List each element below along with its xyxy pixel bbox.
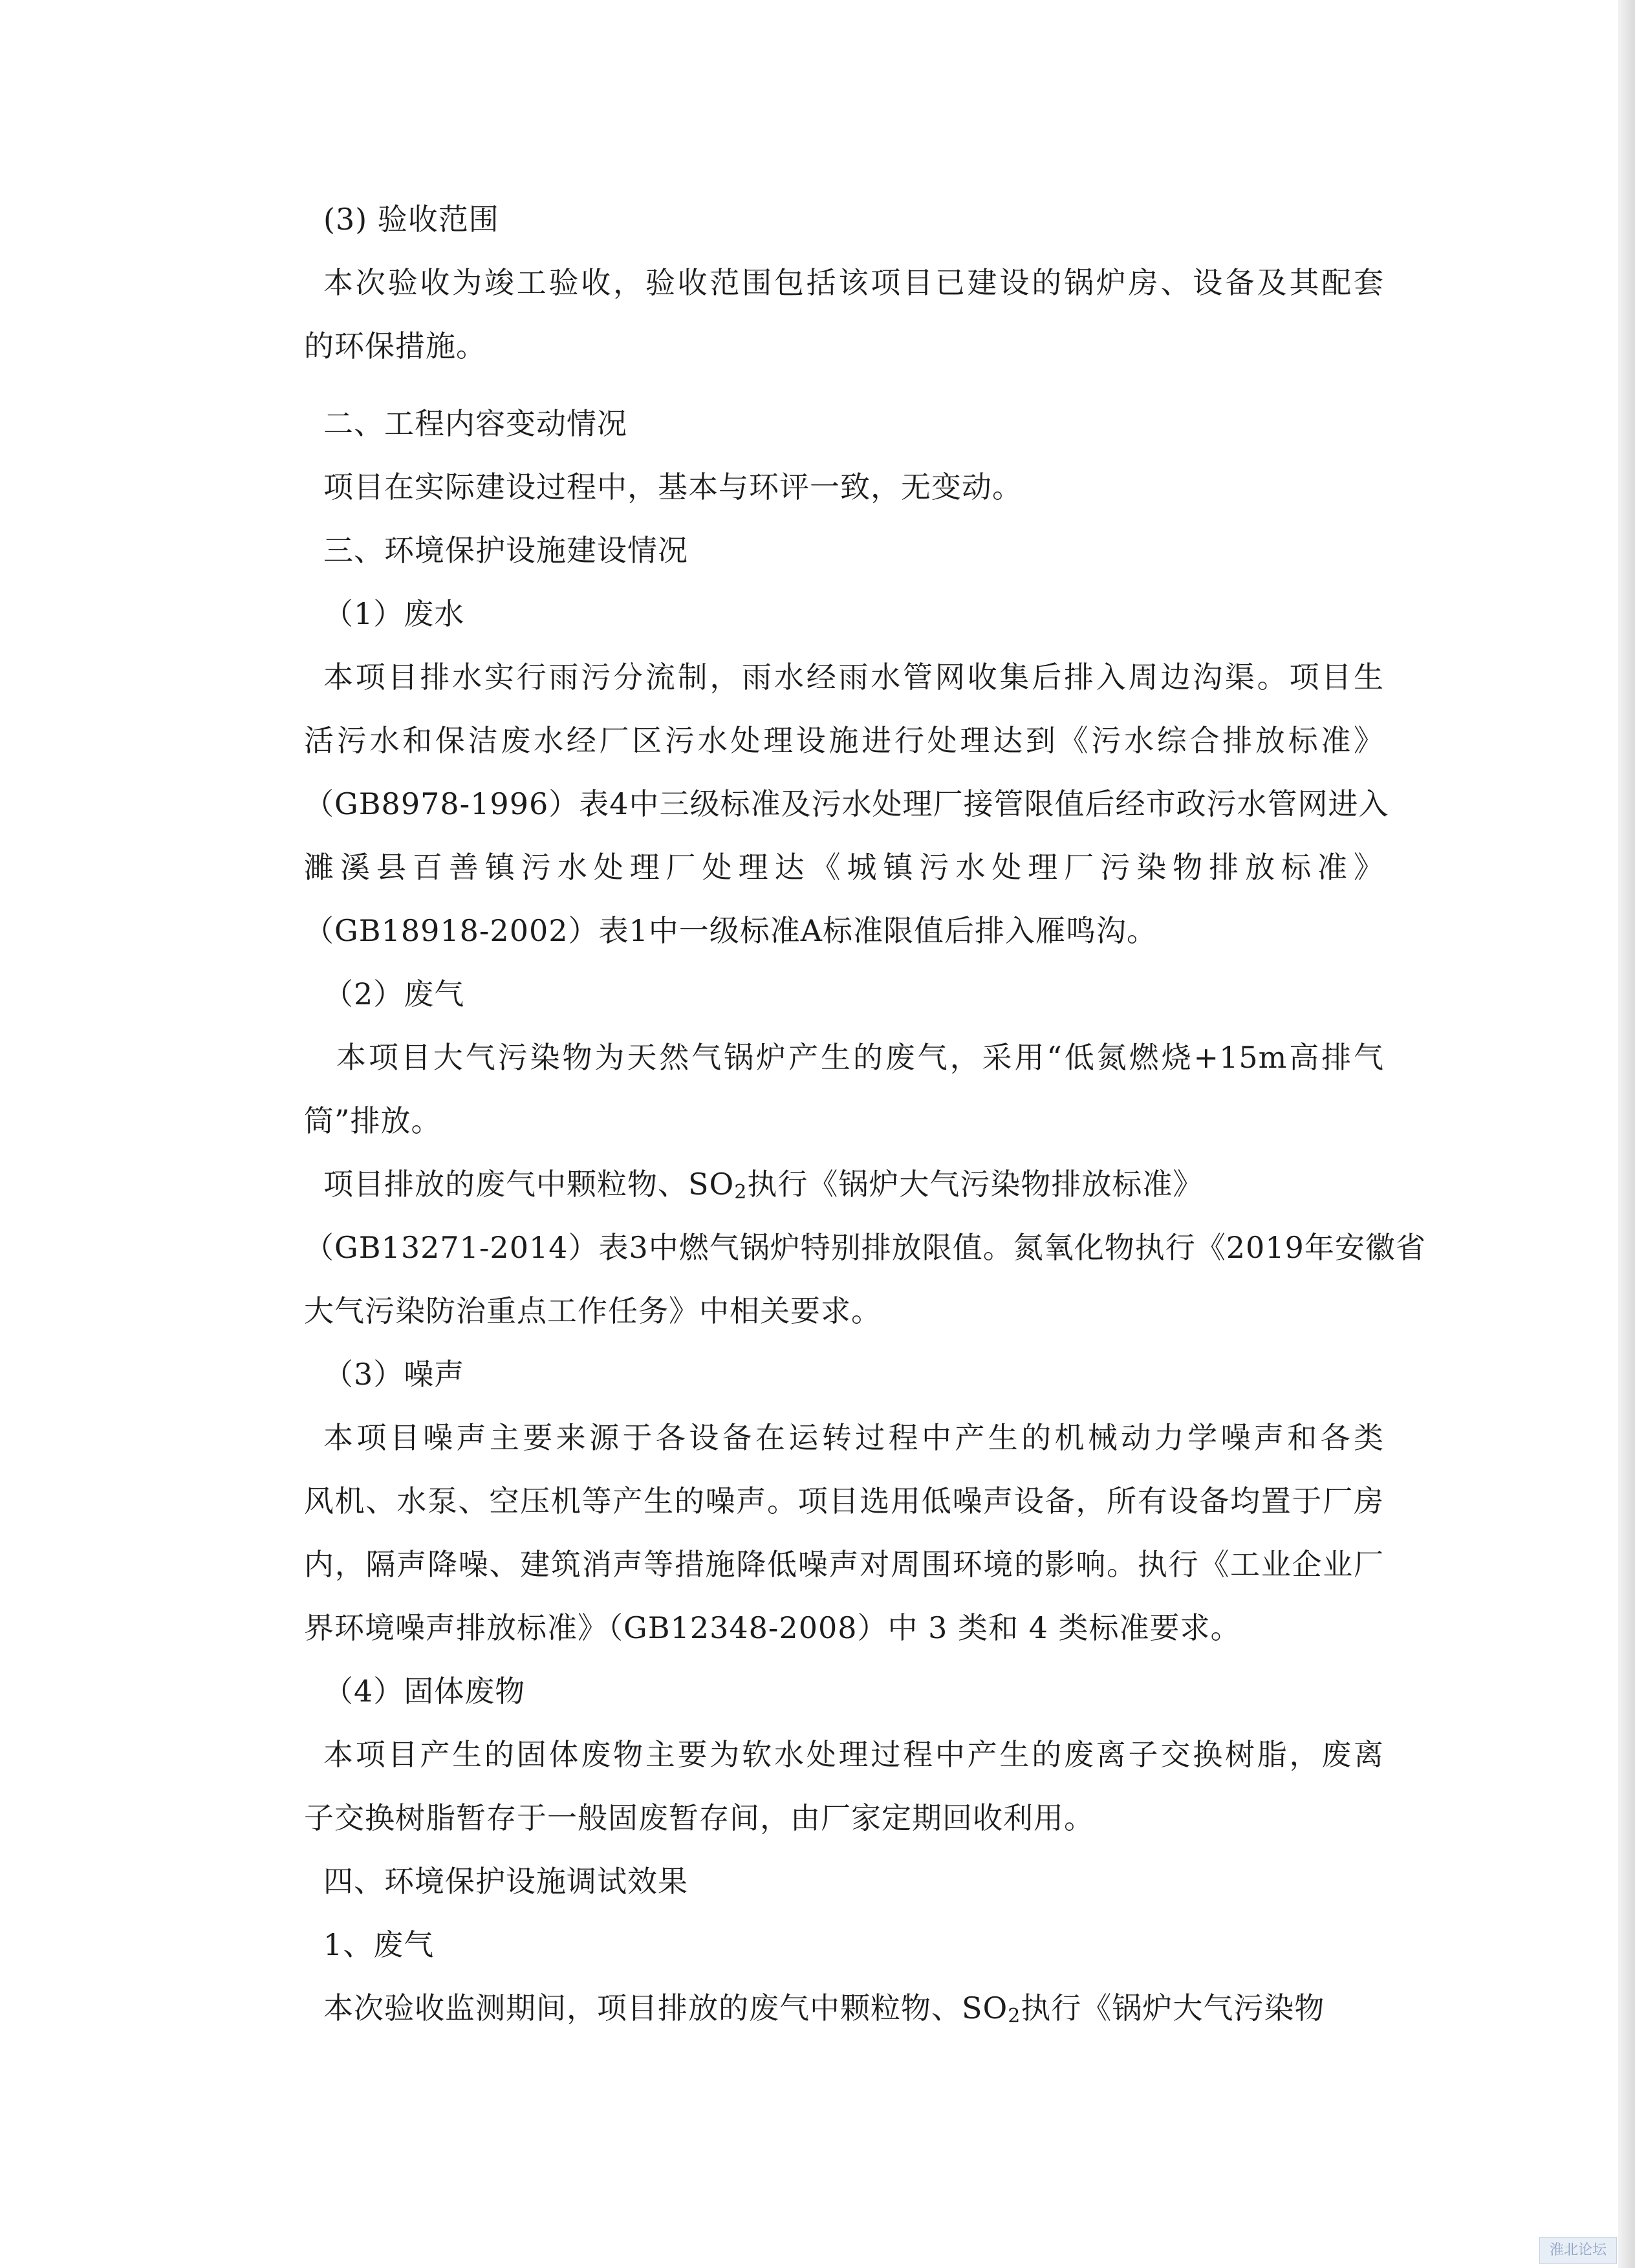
paragraph-line: 风机、水泵、空压机等产生的噪声。项目选用低噪声设备，所有设备均置于厂房	[304, 1484, 1384, 1518]
forum-watermark: 淮北论坛	[1539, 2237, 1617, 2264]
paragraph-line: 筒”排放。	[304, 1103, 442, 1138]
text-span: 执行《锅炉大气污染物排放标准》	[747, 1167, 1204, 1202]
paragraph-line: （GB8978-1996）表4中三级标准及污水处理厂接管限值后经市政污水管网进入	[304, 786, 1389, 821]
paragraph-line: 本项目噪声主要来源于各设备在运转过程中产生的机械动力学噪声和各类	[323, 1420, 1384, 1455]
subheading-solid-waste: （4）固体废物	[323, 1674, 526, 1709]
scan-page-edge	[1618, 0, 1635, 2268]
subheading-exhaust-gas: （2）废气	[323, 977, 465, 1011]
subscript-2: 2	[734, 1181, 748, 1204]
paragraph-line: 内，隔声降噪、建筑消声等措施降低噪声对周围环境的影响。执行《工业企业厂	[304, 1547, 1384, 1582]
subheading-noise: （3）噪声	[323, 1357, 465, 1392]
paragraph-line: 濉溪县百善镇污水处理厂处理达《城镇污水处理厂污染物排放标准》	[304, 850, 1384, 885]
document-body	[304, 188, 1426, 2040]
subscript-2: 2	[1008, 2005, 1021, 2027]
paragraph-line-so2	[323, 1152, 1384, 1216]
paragraph-line: 本项目产生的固体废物主要为软水处理过程中产生的废离子交换树脂，废离	[323, 1737, 1384, 1772]
paragraph-line: 本次验收为竣工验收，验收范围包括该项目已建设的锅炉房、设备及其配套	[323, 265, 1384, 300]
paragraph-line: （GB18918-2002）表1中一级标准A标准限值后排入雁鸣沟。	[304, 913, 1157, 948]
text-span: 执行《锅炉大气污染物	[1021, 1991, 1325, 2025]
text-span: 项目排放的废气中颗粒物、SO	[323, 1167, 735, 1202]
paragraph-line: 项目在实际建设过程中，基本与环评一致，无变动。	[323, 470, 1023, 504]
paragraph-line-so2	[323, 1976, 1384, 2040]
paragraph-line: 子交换树脂暂存于一般固废暂存间，由厂家定期回收利用。	[304, 1800, 1094, 1835]
paragraph-line: （GB13271-2014）表3中燃气锅炉特别排放限值。氮氧化物执行《2019年安徽省	[304, 1230, 1426, 1265]
paragraph-line: 大气污染防治重点工作任务》中相关要求。	[304, 1293, 882, 1328]
paragraph-line: 本项目排水实行雨污分流制，雨水经雨水管网收集后排入周边沟渠。项目生	[323, 660, 1384, 695]
subheading-wastewater: （1）废水	[323, 596, 465, 631]
text-span: 本次验收监测期间，项目排放的废气中颗粒物、SO	[323, 1991, 1008, 2025]
subheading-exhaust-gas-2: 1、废气	[323, 1927, 435, 1962]
paragraph-line: 活污水和保洁废水经厂区污水处理设施进行处理达到《污水综合排放标准》	[304, 723, 1384, 758]
section-heading-commissioning: 四、环境保护设施调试效果	[323, 1864, 688, 1899]
section-heading-acceptance-scope: (3) 验收范围	[323, 202, 499, 237]
paragraph-line: 的环保措施。	[304, 329, 486, 363]
paragraph-line: 界环境噪声排放标准》（GB12348-2008）中 3 类和 4 类标准要求。	[304, 1610, 1241, 1645]
paragraph-line: 本项目大气污染物为天然气锅炉产生的废气，采用“低氮燃烧+15m高排气	[336, 1040, 1384, 1075]
section-heading-changes: 二、工程内容变动情况	[323, 406, 627, 441]
section-heading-env-facilities: 三、环境保护设施建设情况	[323, 533, 688, 568]
